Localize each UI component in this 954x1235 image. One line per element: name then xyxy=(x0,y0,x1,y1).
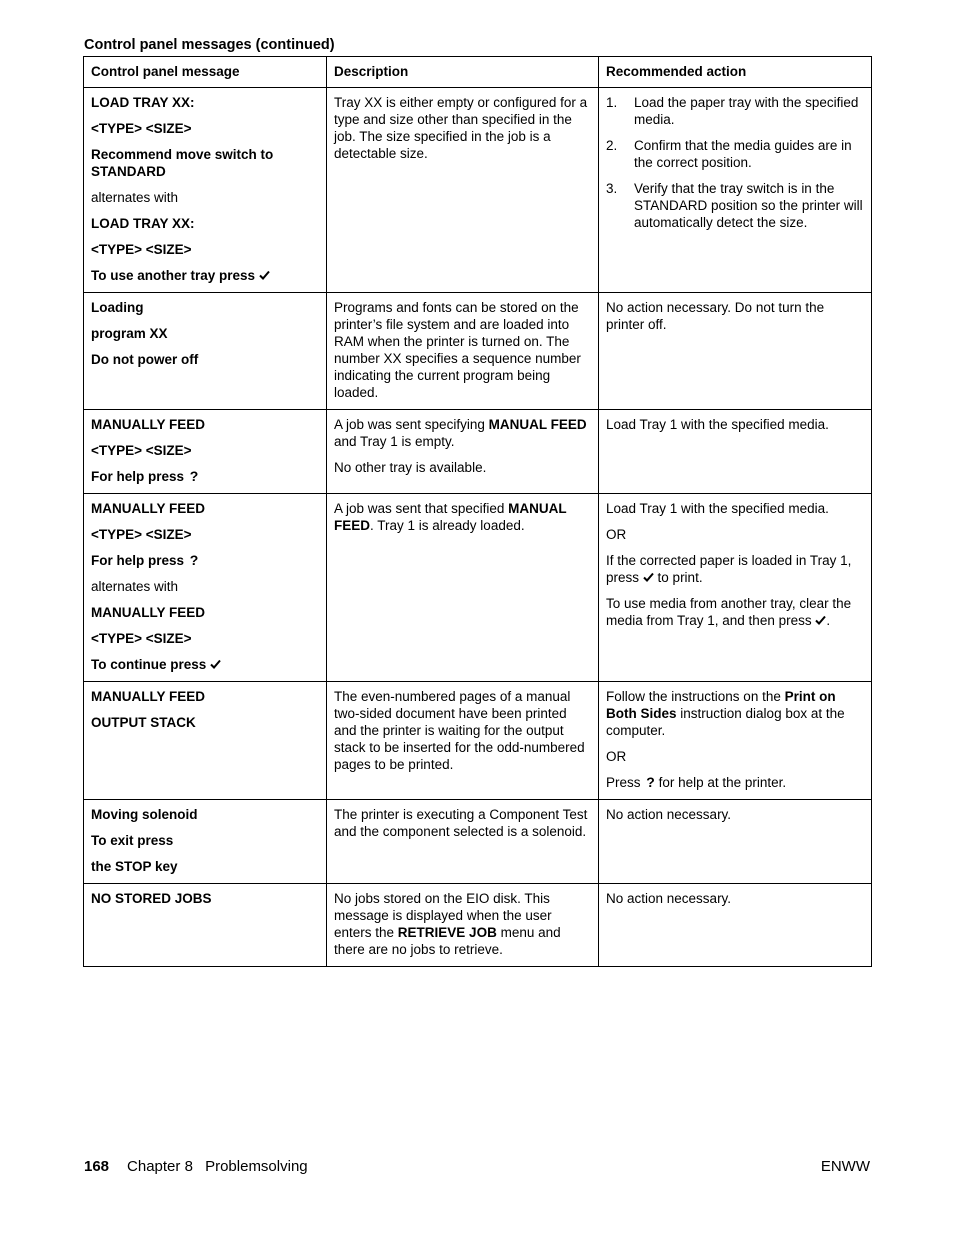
message-line: alternates with xyxy=(91,579,179,594)
message-line: <TYPE> <SIZE> xyxy=(91,527,192,542)
message-cell xyxy=(84,88,327,293)
message-line: LOAD TRAY XX: xyxy=(91,95,195,110)
action-cell: No action necessary. Do not turn the printer off. xyxy=(599,293,872,410)
action-segment: for help at the printer. xyxy=(658,775,787,790)
description-cell xyxy=(327,884,599,967)
message-line: alternates with xyxy=(91,190,179,205)
table-row xyxy=(84,884,872,967)
message-line: Do not power off xyxy=(91,352,199,367)
table-row xyxy=(84,293,872,410)
help-icon: ? xyxy=(189,468,199,484)
table-row xyxy=(84,88,872,293)
description-emphasis: RETRIEVE JOB xyxy=(397,925,497,940)
message-line: <TYPE> <SIZE> xyxy=(91,121,192,136)
action-emphasis: Print on Both Sides xyxy=(606,689,836,721)
action-segment: Follow the instructions on the xyxy=(606,689,785,704)
action-text xyxy=(606,552,864,586)
action-segment: Press xyxy=(606,775,641,790)
help-icon: ? xyxy=(646,774,655,790)
description-segment: and Tray 1 is empty. xyxy=(334,434,455,449)
footer-left xyxy=(84,1158,308,1175)
table-row xyxy=(84,800,872,884)
message-text: To use another tray press xyxy=(91,268,256,283)
message-cell xyxy=(84,884,327,967)
step-text: Verify that the tray switch is in the STANDARD position so the printer will automatically detect the size. xyxy=(634,181,863,230)
message-line: <TYPE> <SIZE> xyxy=(91,443,192,458)
description-segment: A job was sent specifying xyxy=(334,417,489,432)
message-line: MANUALLY FEED xyxy=(91,605,206,620)
check-icon xyxy=(643,569,654,586)
message-cell xyxy=(84,800,327,884)
action-segment: . xyxy=(826,613,831,628)
chapter-label: Chapter 8 xyxy=(127,1158,193,1175)
step-number: 3. xyxy=(606,181,618,196)
control-panel-messages-table xyxy=(83,56,872,967)
message-line: MANUALLY FEED xyxy=(91,689,206,704)
action-step xyxy=(606,137,864,171)
message-line xyxy=(91,552,319,569)
action-segment: to print. xyxy=(657,570,703,585)
step-number: 2. xyxy=(606,138,618,153)
message-line xyxy=(91,468,319,485)
page-number: 168 xyxy=(84,1158,110,1175)
description-cell xyxy=(327,410,599,494)
help-icon: ? xyxy=(189,552,199,568)
step-text: Confirm that the media guides are in the correct position. xyxy=(634,138,852,170)
message-line: Recommend move switch to STANDARD xyxy=(91,147,274,179)
action-cell xyxy=(599,88,872,293)
message-line: the STOP key xyxy=(91,859,178,874)
message-line xyxy=(91,656,319,673)
message-line: LOAD TRAY XX: xyxy=(91,216,195,231)
action-segment: To use media from another tray, clear the media from Tray 1, and then press xyxy=(606,596,852,628)
description-text xyxy=(334,500,591,534)
table-row xyxy=(84,682,872,800)
description-segment: A job was sent that specified xyxy=(334,501,509,516)
table-row xyxy=(84,410,872,494)
check-icon xyxy=(259,267,270,284)
action-step xyxy=(606,94,864,128)
message-line: MANUALLY FEED xyxy=(91,501,206,516)
check-icon xyxy=(815,612,826,629)
check-icon xyxy=(210,656,221,673)
message-line: MANUALLY FEED xyxy=(91,417,206,432)
header-action: Recommended action xyxy=(599,57,872,88)
message-line: <TYPE> <SIZE> xyxy=(91,631,192,646)
action-cell: No action necessary. xyxy=(599,884,872,967)
action-cell xyxy=(599,682,872,800)
message-line: program XX xyxy=(91,326,168,341)
message-line: To exit press xyxy=(91,833,174,848)
message-line: Loading xyxy=(91,300,144,315)
description-cell xyxy=(327,494,599,682)
action-cell xyxy=(599,494,872,682)
message-cell xyxy=(84,293,327,410)
action-segment: instruction dialog box at the computer. xyxy=(606,706,845,738)
message-cell xyxy=(84,682,327,800)
footer-right: ENWW xyxy=(820,1158,870,1175)
message-line xyxy=(91,267,319,284)
step-number: 1. xyxy=(606,95,618,110)
action-text: Load Tray 1 with the specified media. xyxy=(606,501,829,516)
description-segment: No jobs stored on the EIO disk. This message is displayed when the user enters the xyxy=(334,891,552,940)
message-text: For help press xyxy=(91,553,185,568)
action-or: OR xyxy=(606,749,627,764)
description-emphasis: MANUAL FEED xyxy=(334,501,567,533)
section-title: Control panel messages (continued) xyxy=(84,37,335,53)
description-cell: Tray XX is either empty or configured for a type and size other than specified in the job. The size specified in the job is a detectable size. xyxy=(327,88,599,293)
table-header-row xyxy=(84,57,872,88)
description-segment: menu and there are no jobs to retrieve. xyxy=(334,925,561,957)
description-text xyxy=(334,416,591,450)
step-text: Load the paper tray with the specified media. xyxy=(634,95,859,127)
description-text xyxy=(334,890,591,958)
message-cell xyxy=(84,410,327,494)
action-cell: Load Tray 1 with the specified media. xyxy=(599,410,872,494)
action-segment: If the corrected paper is loaded in Tray 1, press xyxy=(606,553,852,585)
description-cell: The even-numbered pages of a manual two-sided document have been printed and the printer is waiting for the output stack to be inserted for the odd-numbered pages to be printed. xyxy=(327,682,599,800)
action-text xyxy=(606,774,864,791)
action-or: OR xyxy=(606,527,627,542)
action-steps xyxy=(606,94,864,231)
table-row xyxy=(84,494,872,682)
action-step xyxy=(606,180,864,231)
action-cell: No action necessary. xyxy=(599,800,872,884)
description-text: No other tray is available. xyxy=(334,460,487,475)
message-text: For help press xyxy=(91,469,185,484)
header-description: Description xyxy=(327,57,599,88)
description-emphasis: MANUAL FEED xyxy=(488,417,587,432)
message-line: NO STORED JOBS xyxy=(91,891,212,906)
chapter-title: Problemsolving xyxy=(205,1158,308,1175)
message-cell xyxy=(84,494,327,682)
description-cell: Programs and fonts can be stored on the printer’s file system and are loaded into RAM when the printer is turned on. The number XX specifies a sequence number indicating the current program being loaded. xyxy=(327,293,599,410)
action-text xyxy=(606,595,864,629)
message-text: To continue press xyxy=(91,657,207,672)
message-line: OUTPUT STACK xyxy=(91,715,196,730)
description-segment: . Tray 1 is already loaded. xyxy=(370,518,525,533)
action-text xyxy=(606,688,864,739)
header-message: Control panel message xyxy=(84,57,327,88)
page-footer xyxy=(84,1158,870,1175)
message-line: <TYPE> <SIZE> xyxy=(91,242,192,257)
description-cell: The printer is executing a Component Test and the component selected is a solenoid. xyxy=(327,800,599,884)
message-line: Moving solenoid xyxy=(91,807,198,822)
